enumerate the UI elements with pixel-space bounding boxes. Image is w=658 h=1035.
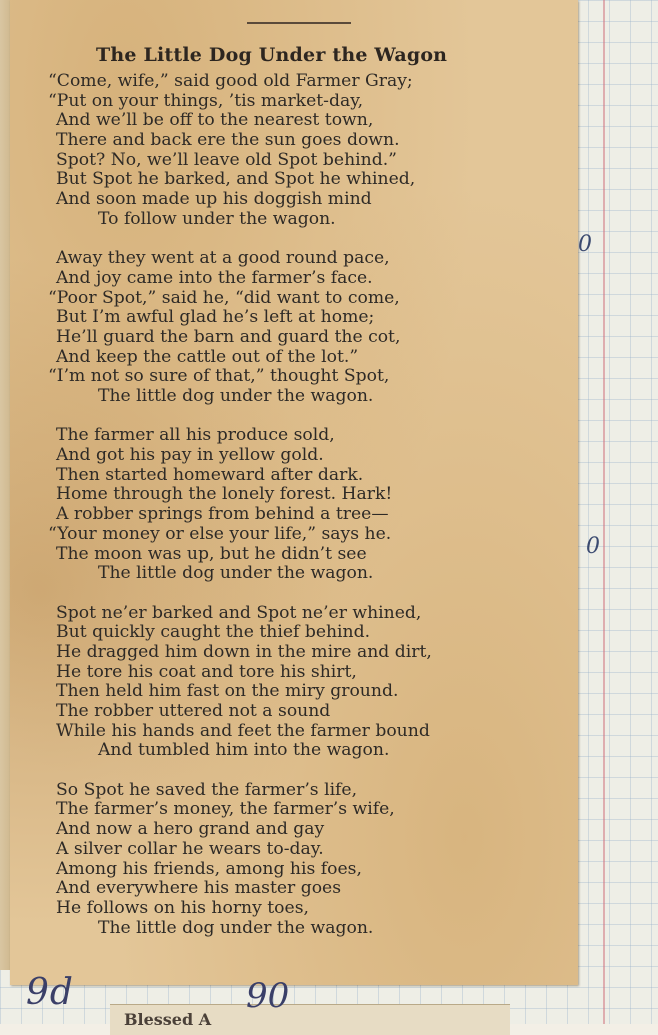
poem-line: Spot ne’er barked and Spot ne’er whined,	[56, 602, 422, 623]
poem-line: “Poor Spot,” said he, “did want to come,	[48, 287, 400, 308]
poem-refrain: The little dog under the wagon.	[98, 917, 374, 938]
poem-line: Then started homeward after dark.	[56, 464, 364, 485]
poem-refrain: To follow under the wagon.	[98, 208, 336, 229]
stanza-4	[56, 604, 556, 762]
poem-line: But I’m awful glad he’s left at home;	[56, 307, 375, 328]
poem-line: The robber uttered not a sound	[56, 701, 331, 721]
poem-line: The farmer all his produce sold,	[56, 425, 335, 446]
poem-line: While his hands and feet the farmer bound	[56, 720, 430, 741]
stanza-5	[56, 781, 556, 939]
poem-line: And we’ll be off to the nearest town,	[56, 110, 374, 131]
poem-line: He tore his coat and tore his shirt,	[56, 661, 357, 682]
poem-line: And everywhere his master goes	[56, 878, 342, 899]
poem-line: And soon made up his doggish mind	[56, 189, 372, 210]
poem-line: Among his friends, among his foes,	[56, 858, 362, 879]
handwritten-number-left: 9d	[26, 972, 74, 1013]
poem-line: So Spot he saved the farmer’s life,	[56, 779, 358, 800]
poem-line: A robber springs from behind a tree—	[56, 504, 389, 525]
poem-line: A silver collar he wears to-day.	[56, 838, 324, 859]
poem-line: There and back ere the sun goes down.	[56, 130, 400, 151]
poem-line: But Spot he barked, and Spot he whined,	[56, 169, 416, 190]
poem-line: And keep the cattle out of the lot.”	[56, 346, 359, 367]
header-rule	[247, 22, 351, 24]
poem-line: He’ll guard the barn and guard the cot,	[56, 326, 401, 347]
poem-refrain: And tumbled him into the wagon.	[98, 740, 390, 761]
stanza-1	[48, 71, 556, 230]
poem-line: And joy came into the farmer’s face.	[56, 267, 373, 288]
handwritten-number-mid: 90	[246, 976, 290, 1016]
poem-line: “I’m not so sure of that,” thought Spot,	[48, 366, 390, 387]
ledger-margin-line	[603, 0, 605, 1024]
poem-line: Spot? No, we’ll leave old Spot behind.”	[56, 149, 397, 170]
poem-refrain: The little dog under the wagon.	[98, 386, 374, 406]
poem-line: The moon was up, but he didn’t see	[56, 543, 367, 564]
poem-line: And now a hero grand and gay	[56, 819, 325, 840]
poem-line: He follows on his horny toes,	[56, 897, 309, 918]
poem-line: “Your money or else your life,” says he.	[48, 523, 392, 544]
poem-line: Then held him fast on the miry ground.	[56, 681, 399, 702]
handwritten-mark-upper: 0	[578, 232, 592, 257]
poem-line: The farmer’s money, the farmer’s wife,	[56, 799, 395, 820]
poem-refrain: The little dog under the wagon.	[98, 563, 374, 584]
poem-line: But quickly caught the thief behind.	[56, 622, 371, 643]
poem-line: Home through the lonely forest. Hark!	[56, 484, 393, 505]
poem-line: And got his pay in yellow gold.	[56, 445, 324, 466]
poem-line: Away they went at a good round pace,	[56, 248, 390, 269]
next-clipping-text: Blessed A	[124, 1010, 212, 1029]
poem-title: The Little Dog Under the Wagon	[96, 44, 448, 66]
poem-body	[48, 71, 556, 938]
handwritten-mark-lower: 0	[586, 534, 600, 559]
poem-line: “Come, wife,” said good old Farmer Gray;	[48, 71, 413, 91]
stanza-2	[48, 248, 556, 407]
poem-line: “Put on your things, ’tis market-day,	[48, 90, 364, 111]
poem-line: He dragged him down in the mire and dirt,	[56, 641, 432, 662]
stanza-3	[48, 425, 556, 584]
